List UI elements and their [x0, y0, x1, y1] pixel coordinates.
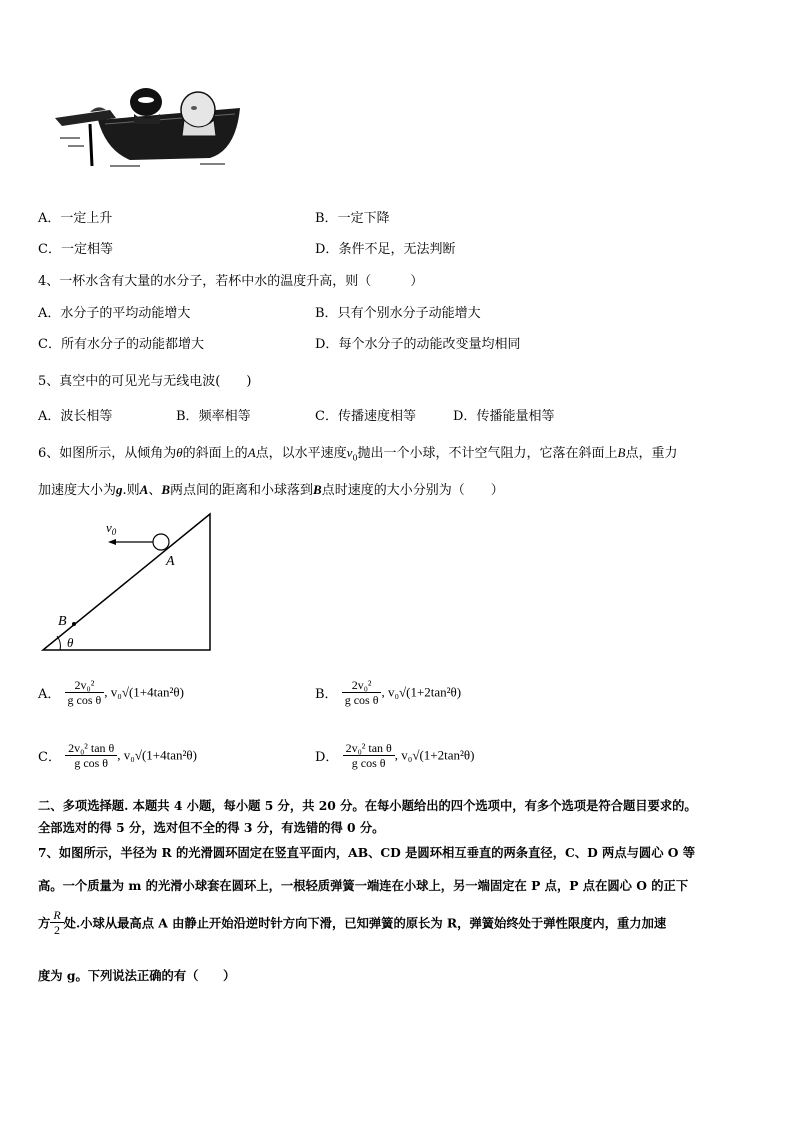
q7-line1: 7、如图所示，半径为 R 的光滑圆环固定在竖直平面内，AB、CD 是圆环相互垂直的两条直径，C、D 两点与圆心 O 等	[38, 845, 696, 860]
svg-text:B: B	[58, 614, 67, 629]
q4-option-a: A．水分子的平均动能增大	[38, 306, 191, 321]
svg-text:θ: θ	[67, 635, 74, 650]
q3-option-d: D．条件不足，无法判断	[315, 242, 456, 257]
incline-figure	[38, 510, 218, 655]
q7-line3: 方 $\frac{R}{2}$ 处.小球从最高点 A 由静止开始沿逆时针方向下滑，已知弹簧的原长为 R，弹簧始终处于弹性限度内，重力加速	[38, 908, 667, 937]
q5-stem: 5、真空中的可见光与无线电波( )	[38, 374, 252, 389]
section2-line2: 全部选对的得 5 分，选对但不全的得 3 分，有选错的得 0 分。	[38, 820, 385, 835]
svg-text:A: A	[166, 554, 175, 569]
q3-option-a: A．一定上升	[38, 211, 113, 226]
incline-triangle	[43, 514, 210, 650]
q6-stem-line1: 6、如图所示，从倾角为θ的斜面上的A点，以水平速度$v_0$抛出一个小球，不计空气阻力，它落在斜面上B点，重力	[38, 445, 678, 463]
q4-stem: 4、一杯水含有大量的水分子，若杯中水的温度升高，则（ ）	[38, 274, 424, 289]
section2-line1: 二、多项选择题. 本题共 4 小题，每小题 5 分，共 20 分。在每小题给出的四个选项中，有多个选项是符合题目要求的。	[38, 798, 697, 813]
q6-option-a: A． $\frac{\text{2v₀²}}{\text{g cos θ}}$ , v₀√(1+4tan²θ)	[38, 678, 184, 707]
boat-illustration	[50, 80, 250, 170]
q7-line2: 高。一个质量为 m 的光滑小球套在圆环上，一根轻质弹簧一端连在小球上，另一端固定在 P 点，P 点在圆心 O 的正下	[38, 878, 689, 893]
q4-option-b: B．只有个别水分子动能增大	[315, 306, 481, 321]
point-b	[72, 622, 76, 626]
q6-stem-line2: 加速度大小为g.则A、B两点间的距离和小球落到B点时速度的大小分别为（ ）	[38, 482, 504, 498]
q7-line4: 度为 g。下列说法正确的有（ ）	[38, 968, 236, 983]
q3-option-b: B．一定下降	[315, 211, 390, 226]
ball	[153, 534, 169, 550]
q5-option-d: D．传播能量相等	[453, 409, 555, 424]
q5-option-a: A．波长相等	[38, 409, 113, 424]
q3-option-c: C．一定相等	[38, 242, 113, 257]
q6-option-b: B． $\frac{\text{2v₀²}}{\text{g cos θ}}$ , v₀√(1+2tan²θ)	[315, 678, 462, 707]
q5-option-c: C．传播速度相等	[315, 409, 416, 424]
q5-option-b: B．频率相等	[176, 409, 251, 424]
q4-option-c: C．所有水分子的动能都增大	[38, 337, 204, 352]
q4-option-d: D．每个水分子的动能改变量均相同	[315, 337, 521, 352]
q6-option-c: C． $\frac{\text{2v₀² tan θ}}{\text{g cos θ}}$ , v₀√(1+4tan²θ)	[38, 741, 197, 770]
q6-option-d: D． $\frac{\text{2v₀² tan θ}}{\text{g cos θ}}$ , v₀√(1+2tan²θ)	[315, 741, 475, 770]
svg-text:v0: $v_0$	[106, 520, 117, 537]
